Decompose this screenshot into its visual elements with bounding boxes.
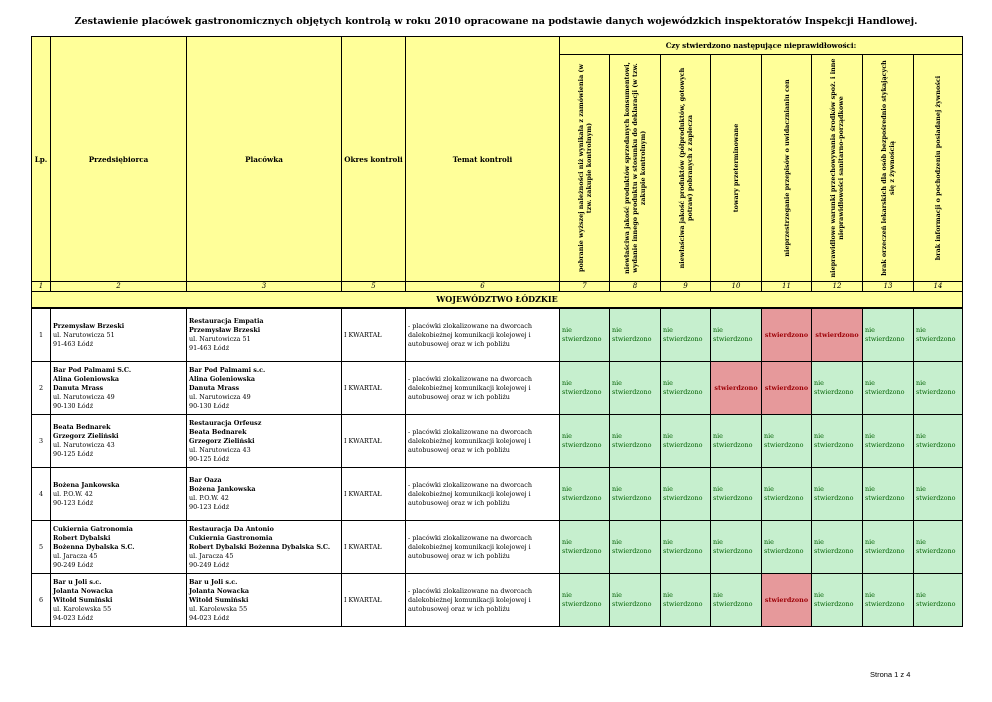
place-address-line: ul. Narutowicza 51 [189, 335, 251, 343]
place-name-line: Grzegorz Zieliński [189, 436, 255, 445]
result-cell: nie stwierdzono [863, 415, 914, 468]
result-cell: nie stwierdzono [812, 415, 863, 468]
column-number: 14 [914, 282, 963, 292]
result-cell: nie stwierdzono [661, 308, 711, 362]
row-topic: - placówki zlokalizowane na dworcach dalekobieżnej komunikacji kolejowej i autobusowej oraz w ich pobliżu [406, 415, 560, 468]
header-irregularity-6 [812, 55, 863, 282]
result-cell: nie stwierdzono [711, 574, 762, 627]
column-number: 3 [187, 282, 342, 292]
place-name-line: Jolanta Nowacka [189, 586, 250, 595]
result-cell: nie stwierdzono [711, 308, 762, 362]
result-cell: stwierdzono [762, 308, 812, 362]
result-cell: nie stwierdzono [610, 362, 661, 415]
result-cell: stwierdzono [812, 308, 863, 362]
page-number: Strona 1 z 4 [870, 670, 911, 679]
row-place [187, 362, 342, 415]
place-address-line: 90-130 Łódź [189, 401, 230, 410]
row-lp: 2 [32, 362, 51, 415]
header-irregularity-1 [560, 55, 610, 282]
row-topic: - placówki zlokalizowane na dworcach dalekobieżnej komunikacji kolejowej i autobusowej oraz w ich pobliżu [406, 308, 560, 362]
header-irregularity-label: niewłaściwa jakość produktów sprzedanych konsumentowi, wydanie innego produktu w stosunku do deklaracji (w tzw. zakupie kontrolnym) [623, 62, 647, 274]
table-row [32, 415, 963, 468]
place-name-line: Bożena Jankowska [189, 485, 256, 493]
result-cell: nie stwierdzono [914, 574, 963, 627]
column-number: 9 [661, 282, 711, 292]
row-lp: 5 [32, 521, 51, 574]
column-number: 1 [32, 282, 51, 292]
result-cell: nie stwierdzono [762, 468, 812, 521]
column-number: 13 [863, 282, 914, 292]
result-cell: nie stwierdzono [914, 362, 963, 415]
place-name-line: Restauracja Orfeusz [189, 418, 262, 427]
result-cell: nie stwierdzono [711, 468, 762, 521]
row-place [187, 574, 342, 627]
result-cell: nie stwierdzono [560, 574, 610, 627]
header-irregularity-label: niewłaściwa jakość produktów (półproduktów, gotowych potraw) pobranych z zaplecza [677, 67, 694, 269]
result-cell: nie stwierdzono [711, 521, 762, 574]
place-address-line: ul. Narutowicza 49 [189, 392, 251, 401]
company-address-line: 90-125 Łódź [53, 450, 94, 458]
place-address-line: 94-023 Łódź [189, 613, 230, 622]
place-name-line: Restauracja Da Antonio [189, 524, 274, 533]
company-address-line: 94-023 Łódź [53, 613, 94, 622]
header-irregularity-7 [863, 55, 914, 282]
result-cell: nie stwierdzono [560, 308, 610, 362]
header-irregularity-3 [661, 55, 711, 282]
company-address-line: 90-123 Łódź [53, 498, 94, 507]
inspection-table [31, 36, 963, 627]
table-row [32, 362, 963, 415]
table-row [32, 468, 963, 521]
row-place [187, 521, 342, 574]
result-cell: nie stwierdzono [863, 574, 914, 627]
result-cell: nie stwierdzono [661, 521, 711, 574]
row-company [51, 415, 187, 468]
result-cell: nie stwierdzono [914, 468, 963, 521]
row-period: I KWARTAŁ [342, 468, 406, 521]
result-cell: nie stwierdzono [762, 521, 812, 574]
result-cell: nie stwierdzono [863, 362, 914, 415]
result-cell: nie stwierdzono [812, 521, 863, 574]
row-company [51, 468, 187, 521]
row-lp: 6 [32, 574, 51, 627]
header-irregularity-5 [762, 55, 812, 282]
result-cell: nie stwierdzono [560, 362, 610, 415]
row-period: I KWARTAŁ [342, 574, 406, 627]
place-address-line: 90-125 Łódź [189, 454, 230, 463]
place-address-line: 90-123 Łódź [189, 503, 230, 511]
company-address-line: ul. Karolewska 55 [53, 604, 112, 613]
place-address-line: ul. Karolewska 55 [189, 604, 248, 613]
result-cell: nie stwierdzono [914, 521, 963, 574]
result-cell: nie stwierdzono [812, 574, 863, 627]
result-cell: nie stwierdzono [610, 521, 661, 574]
result-cell: nie stwierdzono [914, 308, 963, 362]
header-irregularity-label: nieprawidłowe warunki przechowywania środków spoż. i inne nieprawidłowości sanitarno-porządkowe [829, 58, 845, 278]
place-address-line: ul. Jaracza 45 [189, 551, 234, 560]
header-irregularity-2 [610, 55, 661, 282]
row-company [51, 308, 187, 362]
place-name-line: Alina Goleniowska [189, 374, 256, 383]
company-name-line: Witold Sumiński [53, 595, 113, 604]
place-name-line: Restauracja Empatia [189, 317, 264, 325]
company-name-line: Alina Goleniowska [53, 374, 120, 383]
result-cell: nie stwierdzono [610, 468, 661, 521]
place-name-line: Danuta Mrass [189, 383, 240, 392]
header-irregularities-group: Czy stwierdzono następujące nieprawidłowości: [560, 37, 963, 55]
place-name-line: Cukiernia Gastronomia [189, 533, 273, 542]
row-period: I KWARTAŁ [342, 362, 406, 415]
result-cell: nie stwierdzono [610, 415, 661, 468]
result-cell: nie stwierdzono [863, 308, 914, 362]
column-number: 10 [711, 282, 762, 292]
header-place: Placówka [187, 37, 342, 282]
place-name-line: Beata Bednarek [189, 427, 247, 436]
header-company: Przedsiębiorca [51, 37, 187, 282]
row-topic: - placówki zlokalizowane na dworcach dalekobieżnej komunikacji kolejowej i autobusowej oraz w ich pobliżu [406, 521, 560, 574]
company-name-line: Grzegorz Zieliński [53, 432, 119, 440]
place-address-line: 90-249 Łódź [189, 560, 230, 569]
result-cell: nie stwierdzono [762, 415, 812, 468]
column-number: 12 [812, 282, 863, 292]
header-irregularity-4 [711, 55, 762, 282]
result-cell: nie stwierdzono [610, 308, 661, 362]
page-title: Zestawienie placówek gastronomicznych objętych kontrolą w roku 2010 opracowane na podstawie danych wojewódzkich inspektoratów Inspekcji Handlowej. [74, 16, 918, 27]
row-period: I KWARTAŁ [342, 415, 406, 468]
header-irregularity-label: brak orzeczeń lekarskich dla osób bezpośrednio stykających się z żywnością [880, 60, 896, 276]
result-cell: stwierdzono [762, 574, 812, 627]
company-address-line: ul. Narutowicza 49 [53, 392, 115, 401]
place-name-line: Przemysław Brzeski [189, 326, 261, 334]
row-place [187, 468, 342, 521]
place-name-line: Witold Sumiński [189, 595, 249, 604]
column-number: 11 [762, 282, 812, 292]
place-name-line: Robert Dybalski Bożenna Dybalska S.C. [189, 542, 331, 551]
result-cell: nie stwierdzono [914, 415, 963, 468]
row-place [187, 415, 342, 468]
place-address-line: 91-463 Łódź [189, 344, 230, 352]
company-name-line: Beata Bednarek [53, 423, 111, 431]
result-cell: nie stwierdzono [812, 362, 863, 415]
row-company [51, 362, 187, 415]
company-address-line: ul. Narutowicza 43 [53, 441, 115, 449]
place-name-line: Bar Pod Palmami s.c. [189, 365, 266, 374]
company-name-line: Bar Pod Palmami S.C. [53, 365, 132, 374]
row-topic: - placówki zlokalizowane na dworcach dalekobieżnej komunikacji kolejowej i autobusowej oraz w ich pobliżu [406, 574, 560, 627]
result-cell: nie stwierdzono [863, 468, 914, 521]
row-topic: - placówki zlokalizowane na dworcach dalekobieżnej komunikacji kolejowej i autobusowej oraz w ich pobliżu [406, 362, 560, 415]
row-lp: 1 [32, 308, 51, 362]
place-address-line: ul. P.O.W. 42 [189, 494, 229, 502]
result-cell: nie stwierdzono [560, 415, 610, 468]
result-cell: nie stwierdzono [560, 521, 610, 574]
company-name-line: Bożena Jankowska [53, 480, 120, 489]
company-address-line: 90-130 Łódź [53, 401, 94, 410]
column-number: 6 [406, 282, 560, 292]
company-name-line: Jolanta Nowacka [53, 586, 114, 595]
header-irregularity-label: nieprzestrzeganie przepisów o uwidacznianiu cen [782, 79, 791, 257]
row-company [51, 521, 187, 574]
row-lp: 4 [32, 468, 51, 521]
region-header: WOJEWÓDZTWO ŁÓDZKIE [32, 292, 963, 309]
company-name-line: Bar u Joli s.c. [53, 577, 102, 586]
company-name-line: Robert Dybalski [53, 533, 111, 542]
column-number: 7 [560, 282, 610, 292]
row-period: I KWARTAŁ [342, 308, 406, 362]
result-cell: nie stwierdzono [812, 468, 863, 521]
header-irregularity-label: brak informacji o pochodzeniu posiadanej żywności [934, 75, 942, 261]
result-cell: nie stwierdzono [661, 468, 711, 521]
result-cell: nie stwierdzono [610, 574, 661, 627]
result-cell: stwierdzono [762, 362, 812, 415]
result-cell: stwierdzono [711, 362, 762, 415]
result-cell: nie stwierdzono [711, 415, 762, 468]
row-lp: 3 [32, 415, 51, 468]
row-period: I KWARTAŁ [342, 521, 406, 574]
company-name-line: Przemysław Brzeski [53, 321, 125, 330]
result-cell: nie stwierdzono [661, 574, 711, 627]
column-number: 2 [51, 282, 187, 292]
header-irregularity-label: towary przeterminowane [732, 123, 740, 213]
company-name-line: Danuta Mrass [53, 383, 104, 392]
place-name-line: Bar Oaza [189, 476, 222, 484]
table-row [32, 521, 963, 574]
header-period: Okres kontroli [342, 37, 406, 282]
header-irregularity-8 [914, 55, 963, 282]
company-address-line: 90-249 Łódź [53, 560, 94, 569]
result-cell: nie stwierdzono [661, 362, 711, 415]
header-topic: Temat kontroli [406, 37, 560, 282]
row-company [51, 574, 187, 627]
company-address-line: 91-463 Łódź [53, 339, 94, 348]
company-address-line: ul. P.O.W. 42 [53, 489, 93, 498]
table-row [32, 574, 963, 627]
company-name-line: Cukiernia Gatronomia [53, 524, 133, 533]
column-number: 5 [342, 282, 406, 292]
company-address-line: ul. Jaracza 45 [53, 551, 98, 560]
result-cell: nie stwierdzono [661, 415, 711, 468]
place-address-line: ul. Narutowicza 43 [189, 445, 251, 454]
place-name-line: Bar u Joli s.c. [189, 577, 238, 586]
header-irregularity-label: pobranie wyższej należności niż wynikała z zamówienia (w tzw. zakupie kontrolnym) [576, 64, 593, 272]
result-cell: nie stwierdzono [863, 521, 914, 574]
header-lp: Lp. [32, 37, 51, 282]
result-cell: nie stwierdzono [560, 468, 610, 521]
company-address-line: ul. Narutowicza 51 [53, 330, 115, 339]
company-name-line: Bożenna Dybalska S.C. [53, 542, 135, 551]
row-topic: - placówki zlokalizowane na dworcach dalekobieżnej komunikacji kolejowej i autobusowej oraz w ich pobliżu [406, 468, 560, 521]
column-number: 8 [610, 282, 661, 292]
table-row [32, 308, 963, 362]
row-place [187, 308, 342, 362]
